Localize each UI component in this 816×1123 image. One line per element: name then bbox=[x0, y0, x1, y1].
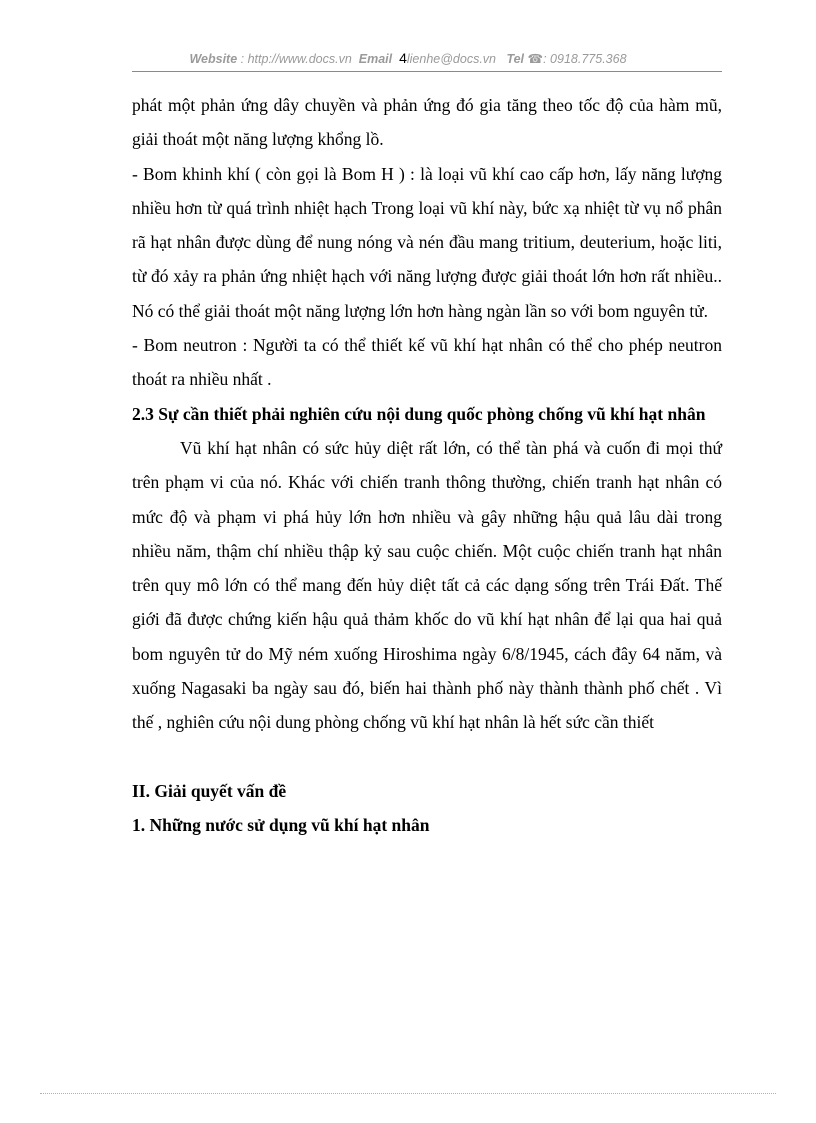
heading-1: 1. Những nước sử dụng vũ khí hạt nhân bbox=[132, 814, 430, 835]
tel-number: : 0918.775.368 bbox=[543, 52, 627, 66]
header-divider bbox=[132, 71, 722, 72]
email-address[interactable]: lienhe@docs.vn bbox=[406, 52, 497, 66]
website-label: Website bbox=[189, 52, 238, 66]
website-url[interactable]: : http://www.docs.vn bbox=[240, 52, 352, 66]
page-number: 4 bbox=[399, 50, 407, 66]
document-body bbox=[132, 88, 722, 842]
heading-section-ii: II. Giải quyết vấn đề bbox=[132, 780, 287, 801]
tel-label: Tel bbox=[506, 52, 525, 66]
telephone-icon: ☎ bbox=[527, 52, 544, 66]
footer-divider bbox=[40, 1093, 776, 1094]
paragraph-necessity: Vũ khí hạt nhân có sức hủy diệt rất lớn, có thể tàn phá và cuốn đi mọi thứ trên phạm vi của nó. Khác với chiến tranh thông thường, chiến tranh hạt nhân có mức độ và phạm vi phá hủy lớn hơn nhiều và gây những hậu quả lâu dài trong nhiều năm, thậm chí nhiều thập kỷ sau cuộc chiến. Một cuộc chiến tranh hạt nhân trên quy mô lớn có thể mang đến hủy diệt tất cả các dạng sống trên Trái Đất. Thế giới đã được chứng kiến hậu quả thảm khốc do vũ khí hạt nhân để lại qua hai quả bom nguyên tử do Mỹ ném xuống Hiroshima ngày 6/8/1945, cách đây 64 năm, và xuống Nagasaki ba ngày sau đó, biến hai thành phố này thành thành phố chết . Vì thế , nghiên cứu nội dung phòng chống vũ khí hạt nhân là hết sức cần thiết bbox=[132, 437, 722, 733]
paragraph-fission-continued: phát một phản ứng dây chuyền và phản ứng đó gia tăng theo tốc độ của hàm mũ, giải thoát một năng lượng khổng lồ. bbox=[132, 95, 722, 150]
heading-2-3: 2.3 Sự cần thiết phải nghiên cứu nội dung quốc phòng chống vũ khí hạt nhân bbox=[132, 403, 706, 424]
page-header bbox=[0, 50, 816, 66]
paragraph-hydrogen-bomb: - Bom khinh khí ( còn gọi là Bom H ) : là loại vũ khí cao cấp hơn, lấy năng lượng nhiều hơn từ quá trình nhiệt hạch Trong loại vũ khí này, bức xạ nhiệt từ vụ nổ phân rã hạt nhân được dùng để nung nóng và nén đầu mang tritium, deuterium, hoặc liti, từ đó xảy ra phản ứng nhiệt hạch với năng lượng được giải thoát lớn hơn rất nhiều.. Nó có thể giải thoát một năng lượng lớn hơn hàng ngàn lần so với bom nguyên tử. bbox=[132, 163, 722, 321]
section-spacer bbox=[132, 740, 722, 774]
paragraph-neutron-bomb: - Bom neutron : Người ta có thể thiết kế vũ khí hạt nhân có thể cho phép neutron thoát ra nhiều nhất . bbox=[132, 335, 722, 390]
email-label: Email bbox=[358, 52, 393, 66]
